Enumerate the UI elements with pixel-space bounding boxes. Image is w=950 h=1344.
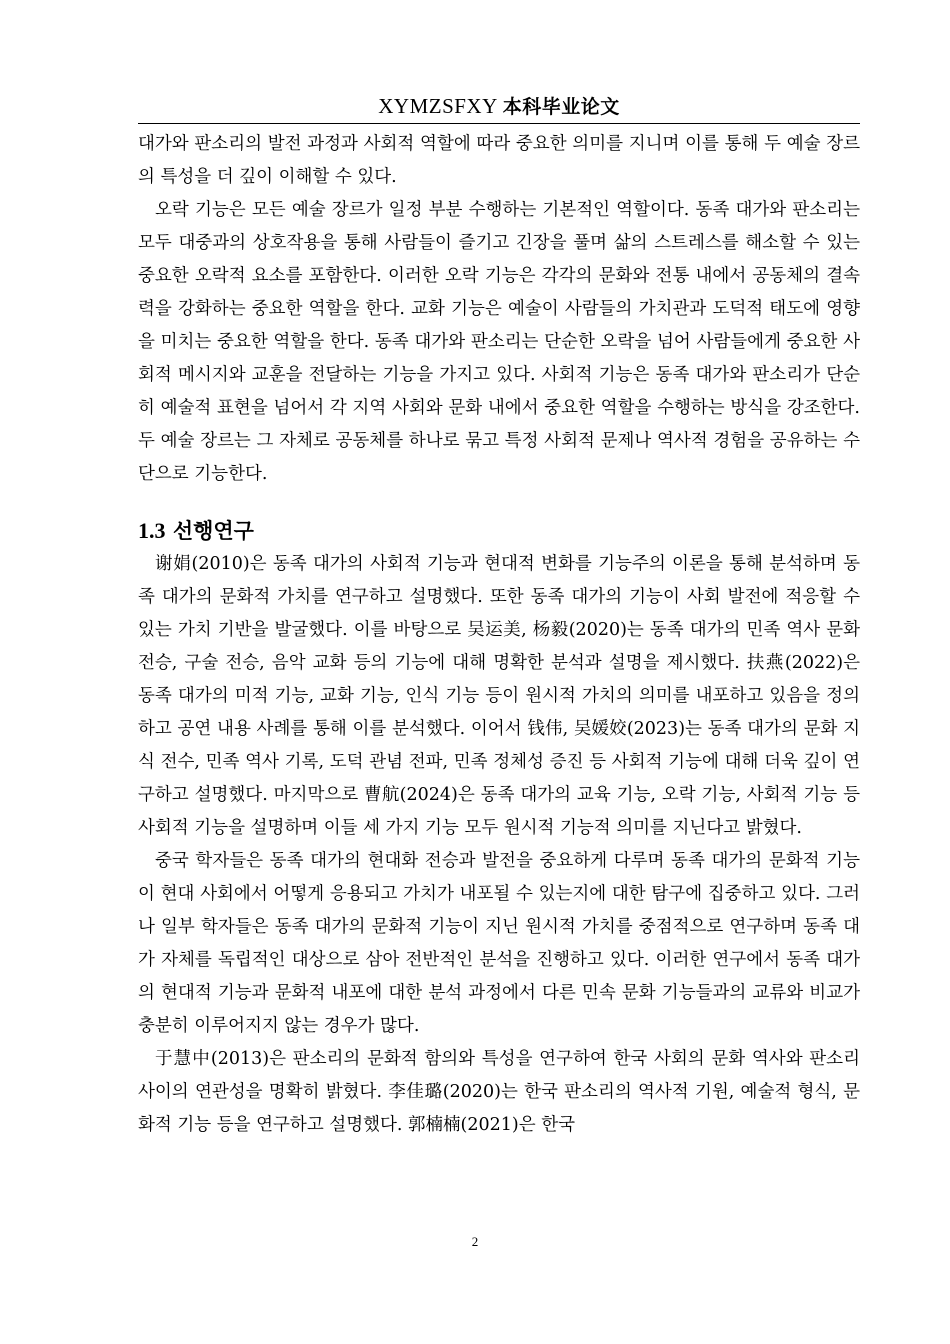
section-title: 선행연구 (172, 518, 254, 543)
header-chinese: 本科毕业论文 (502, 96, 620, 118)
paragraph-prior-research-2: 중국 학자들은 동족 대가의 현대화 전승과 발전을 중요하게 다루며 동족 대가의 문화적 기능이 현대 사회에서 어떻게 응용되고 가치가 내포될 수 있는지에 대한 탐구에 집중하고 있다. 그러나 일부 학자들은 동족 대가의 문화적 기능이 지닌 원시적 가치를 중점적으로 연구하며 동족 대가 자체를 독립적인 대상으로 삼아 전반적인 분석을 진행하고 있다. 이러한 연구에서 동족 대가의 현대적 기능과 문화적 내포에 대한 분석 과정에서 다른 민속 문화 기능들과의 교류와 비교가 충분히 이루어지지 않는 경우가 많다. (138, 851, 860, 1036)
paragraph-continuation: 대가와 판소리의 발전 과정과 사회적 역할에 따라 중요한 의미를 지니며 이를 통해 두 예술 장르의 특성을 더 깊이 이해할 수 있다. (138, 134, 860, 187)
paragraph-prior-research-3: 于慧中(2013)은 판소리의 문화적 함의와 특성을 연구하여 한국 사회의 문화 역사와 판소리 사이의 연관성을 명확히 밝혔다. 李佳璐(2020)는 한국 판소리의 역사적 기원, 예술적 형식, 문화적 기능 등을 연구하고 설명했다. 郭楠楠(2021)은 한국 (138, 1049, 860, 1135)
paragraph-functions: 오락 기능은 모든 예술 장르가 일정 부분 수행하는 기본적인 역할이다. 동족 대가와 판소리는 모두 대중과의 상호작용을 통해 사람들이 즐기고 긴장을 풀며 삶의 스트레스를 해소할 수 있는 중요한 오락적 요소를 포함한다. 이러한 오락 기능은 각각의 문화와 전통 내에서 공동체의 결속력을 강화하는 중요한 역할을 한다. 교화 기능은 예술이 사람들의 가치관과 도덕적 태도에 영향을 미치는 중요한 역할을 한다. 동족 대가와 판소리는 단순한 오락을 넘어 사람들에게 중요한 사회적 메시지와 교훈을 전달하는 기능을 가지고 있다. 사회적 기능은 동족 대가와 판소리가 단순히 예술적 표현을 넘어서 각 지역 사회와 문화 내에서 중요한 역할을 수행하는 방식을 강조한다. 두 예술 장르는 그 자체로 공동체를 하나로 묶고 특정 사회적 문제나 역사적 경험을 공유하는 수단으로 기능한다. (138, 200, 860, 484)
section-heading (138, 514, 860, 548)
page-number: 2 (471, 1234, 479, 1249)
running-header (138, 92, 860, 119)
header-rule (138, 123, 860, 124)
page-body (138, 128, 860, 1142)
section-number: 1.3 (138, 518, 166, 543)
header-latin: XYMZSFXY (378, 94, 497, 118)
paragraph-prior-research-1: 谢娟(2010)은 동족 대가의 사회적 기능과 현대적 변화를 기능주의 이론을 통해 분석하며 동족 대가의 문화적 가치를 연구하고 설명했다. 또한 동족 대가의 기능이 사회 발전에 적응할 수 있는 가치 기반을 발굴했다. 이를 바탕으로 吴运美, 杨毅(2020)는 동족 대가의 민족 역사 문화 전승, 구술 전승, 음악 교화 등의 기능에 대해 명확한 분석과 설명을 제시했다. 扶燕(2022)은 동족 대가의 미적 기능, 교화 기능, 인식 기능 등이 원시적 가치의 의미를 내포하고 있음을 정의하고 공연 내용 사례를 통해 이를 분석했다. 이어서 钱伟, 吴媛姣(2023)는 동족 대가의 문화 지식 전수, 민족 역사 기록, 도덕 관념 전파, 민족 정체성 증진 등 사회적 기능에 대해 더욱 깊이 연구하고 설명했다. 마지막으로 曹航(2024)은 동족 대가의 교육 기능, 오락 기능, 사회적 기능 등 사회적 기능을 설명하며 이들 세 가지 기능 모두 원시적 기능적 의미를 지닌다고 밝혔다. (138, 554, 860, 838)
